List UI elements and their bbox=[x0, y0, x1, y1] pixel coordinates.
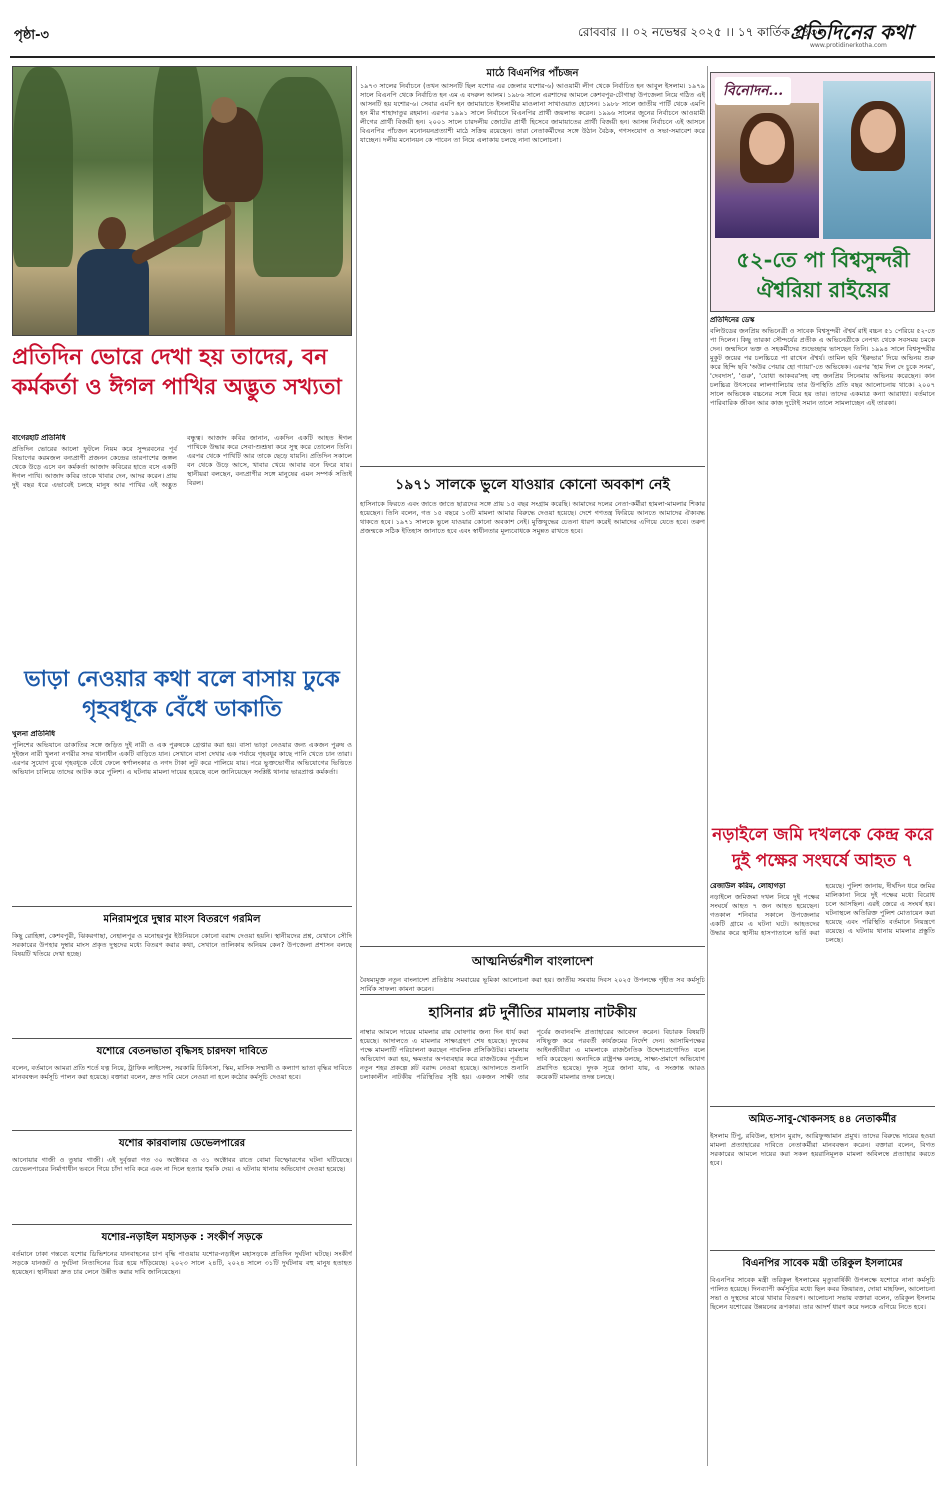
article-text: বলেন, বর্তমানে আমরা প্রতি শর্তে যত্ন নিয়ে, ট্রাফিক লাইসেন্স, সরকারি চিকিৎসা, স্কিম, মাসিক সম্মানী ও কল্যাণ ভাতা বৃদ্ধির দাবিতে মানববন্ধন কর্মসূচি পালন করা হয়েছে। বক্তারা বলেন, দ্রুত দাবি মেনে নেওয়া না হলে কঠোর কর্মসূচি দেওয়া হবে। bbox=[12, 1064, 352, 1081]
story-aishwarya-body bbox=[710, 316, 935, 808]
story-amit bbox=[710, 1110, 935, 1252]
article-text: বলিউডের জনপ্রিয় অভিনেত্রী ও সাবেক বিশ্বসুন্দরী ঐশ্বর্য রাই বচ্চন ৫১ পেরিয়ে ৫২-তে পা দিলেন। কিছু তারকা সৌন্দর্যের প্রতীক এ অভিনেত্রীকে নেপথ্য থেকে সবসময় চমকে দেন। জন্মদিনে ভক্ত ও সহকর্মীদের শুভেচ্ছায় ভাসছেন তিনি। ১৯৯৪ সালে বিশ্বসুন্দরীর মুকুট জয়ের পর চলচ্চিত্রে পা রাখেন ঐশ্বর্য। তামিল ছবি 'ইরুভার' দিয়ে অভিনয় শুরু করে হিন্দি ছবি 'অউর পেয়ার হো গ্যায়া'-তে অভিষেক। এরপর 'হাম দিল দে চুকে সনম', 'দেবদাস', 'গুরু', 'যোধা আকবর'সহ বহু জনপ্রিয় সিনেমায় অভিনয় করেছেন। কান চলচ্চিত্র উৎসবের লালগালিচায় তার উপস্থিতি প্রতি বছর আলোচনায় থাকে। ২০০৭ সালে অভিষেক বচ্চনের সঙ্গে বিয়ে হয় তার। তাদের একমাত্র কন্যা আরাধ্যা। বর্তমানে পারিবারিক জীবন আর কাজ দুটোই সমান তালে সামলাচ্ছেন এই তারকা। bbox=[710, 327, 935, 407]
column-divider bbox=[707, 66, 708, 1466]
byline: প্রতিদিনের ডেস্ক bbox=[710, 316, 755, 324]
page-number: পৃষ্ঠা-৩ bbox=[14, 28, 49, 43]
section-heading[interactable]: যশোরে বেতনভাতা বৃদ্ধিসহ চারদফা দাবিতে bbox=[96, 1046, 268, 1057]
box-karbala bbox=[12, 1134, 352, 1226]
article-text: পুলিশের অভিযানে ডাকাতির সঙ্গে জড়িত দুই নারী ও এক পুরুষকে গ্রেপ্তার করা হয়। বাসা ভাড়া নেওয়ার জন্য একজন পুরুষ ও দুইজন নারী খুলনা নগরীর সদর থানাধীন একটি বাড়িতে যান। সেখানে বাসা দেখার এক পর্যায়ে গৃহবধূর কাছে পানি খেতে চান তারা। এরপর সুযোগ বুঝে গৃহবধূকে বেঁধে ফেলে স্বর্ণালংকার ও নগদ টাকা লুট করে পালিয়ে যায়। পরে ভুক্তভোগীর অভিযোগের ভিত্তিতে অভিযান চালিয়ে তাদের আটক করে পুলিশ। এ ঘটনায় মামলা দায়ের হয়েছে বলে জানিয়েছেন সংশ্লিষ্ট থানার ভারপ্রাপ্ত কর্মকর্তা। bbox=[12, 741, 352, 776]
headline-narail[interactable]: নড়াইলে জমি দখলকে কেন্দ্র করে দুই পক্ষের সংঘর্ষে আহত ৭ bbox=[712, 825, 933, 871]
column-divider bbox=[356, 66, 357, 1466]
eagle-photo bbox=[12, 66, 352, 336]
entertainment-label: বিনোদন... bbox=[715, 77, 791, 105]
byline: বাগেরহাট প্রতিনিধি bbox=[12, 434, 66, 442]
article-text: ইসলাম টিপু, রবিউল, হাসান মুরাদ, আরিফুজ্জামান প্রমুখ। তাদের বিরুদ্ধে দায়ের হওয়া মামলা প্রত্যাহারের দাবিতে নেতাকর্মীরা মানববন্ধন করেন। বক্তারা বলেন, বিগত সরকারের আমলে দায়ের করা সকল হয়রানিমূলক মামলা অবিলম্বে প্রত্যাহার করতে হবে। bbox=[710, 1132, 935, 1167]
forest-officer-figure bbox=[63, 217, 163, 336]
paper-url: www.protidinerkotha.com bbox=[810, 42, 887, 49]
section-heading[interactable]: অমিত-সাবু-খোকনসহ ৪৪ নেতাকর্মীর bbox=[748, 1114, 897, 1125]
section-heading-bnp[interactable]: মাঠে বিএনপির পাঁচজন bbox=[486, 68, 579, 79]
date-line: রোববার ।। ০২ নভেম্বর ২০২৫ ।। ১৭ কার্তিক ১৪৩২ bbox=[578, 25, 825, 39]
article-text: আনোয়ার গাজী ও তুষার গাজী। এই দুর্বৃত্তরা গত ৩০ অক্টোবর ও ৩১ অক্টোবর রাতে বোমা বিস্ফোরণের ঘটনা ঘটিয়েছে। ডেভেলপারের নির্মাণাধীন ভবনে গিয়ে চাঁদা দাবি করে এবং না দিলে হত্যার হুমকি দেয়। এ ঘটনায় থানায় অভিযোগ দেওয়া হয়েছে। bbox=[12, 1156, 352, 1173]
box-salary bbox=[12, 1042, 352, 1134]
story-1971 bbox=[360, 470, 705, 955]
newspaper-page bbox=[10, 10, 935, 1475]
story-hasina bbox=[360, 998, 705, 1473]
article-text: নাম্বার আমলে দায়ের মামলার রায় ঘোষণার জন্য দিন ধার্য করা হয়েছে। আদালতে এ মামলার সাক্ষ্যগ্রহণ শেষ হয়েছে। দুদকের পক্ষে মামলাটি পরিচালনা করছেন পাবলিক প্রসিকিউটর। মামলায় অভিযোগ করা হয়, ক্ষমতার অপব্যবহার করে রাজউকের পূর্বাচল নতুন শহর প্রকল্পে প্লট বরাদ্দ নেওয়া হয়েছে। আদালতে শুনানি চলাকালীন নাটকীয় পরিস্থিতির সৃষ্টি হয়। একজন সাক্ষী তার পূর্বের জবানবন্দি প্রত্যাহারের আবেদন করেন। বিচারক বিষয়টি নথিভুক্ত করে পরবর্তী কার্যক্রমের নির্দেশ দেন। আসামিপক্ষের আইনজীবীরা এ মামলাকে রাজনৈতিক উদ্দেশ্যপ্রণোদিত বলে দাবি করেছেন। অন্যদিকে রাষ্ট্রপক্ষ বলছে, সাক্ষ্য-প্রমাণে অভিযোগ প্রমাণিত হয়েছে। দুদক সূত্রে জানা যায়, এ সংক্রান্ত আরও কয়েকটি মামলার তদন্ত চলছে। bbox=[360, 1028, 705, 1081]
story-bnp-body: ১৯৭৩ সালের নির্বাচনে (তখন আসনটি ছিল যশোর এর জেলার যশোর-৬) আওয়ামী লীগ থেকে নির্বাচিত হন আবুল ইসলাম। ১৯৭৯ সালে বিএনপি থেকে নির্বাচিত হন এম এ বদরুল আলম। ১৯৮৬ সালে এরশাদের আমলে কেশবপুর-চৌগাছা উপজেলা নিয়ে গঠিত এই আসনটি হয় যশোর-৬। সেবার এমপি হন জামায়াতে ইসলামীর মাওলানা সাখাওয়াত হোসেন। ১৯৮৮ সালে জাতীয় পার্টি থেকে এমপি হন মীর শাহাদাতুর রহমান। এরপর ১৯৯১ সালে নির্বাচনে বিএনপির প্রার্থী জয়লাভ করেন। ১৯৯৬ সালের জুনের নির্বাচনে আওয়ামী লীগের প্রার্থী বিজয়ী হন। ২০০১ সালে চারদলীয় জোটের প্রার্থী হিসেবে জামায়াতের প্রার্থী বিজয়ী হন। আসন্ন নির্বাচনে এই আসনে বিএনপির পাঁচজন মনোনয়নপ্রত্যাশী মাঠে সক্রিয় রয়েছেন। তারা নেতাকর্মীদের সঙ্গে উঠান বৈঠক, গণসংযোগ ও সভা-সমাবেশ করে যাচ্ছেন। দলীয় মনোনয়ন কে পাবেন তা নিয়ে এলাকায় চলছে নানা আলোচনা। bbox=[360, 82, 705, 144]
actress-photo bbox=[715, 103, 819, 238]
headline-robbery[interactable]: ভাড়া নেওয়ার কথা বলে বাসায় ঢুকে গৃহবধূকে বেঁধে ডাকাতি bbox=[24, 666, 340, 722]
article-text: বর্তমানে ঢাকা গন্তব্যে যশোর ডিভিশনের যানবাহনের চাপ বৃদ্ধি পাওয়ায় যশোর-নড়াইল মহাসড়কে প্রতিদিন দুর্ঘটনা ঘটছে। সংকীর্ণ সড়কে যানজট ও দুর্ঘটনা নিত্যদিনের চিত্র হয়ে দাঁড়িয়েছে। ২০২৩ সালে ২৪টি, ২০২৪ সালে ৩১টি দুর্ঘটনায় বহু মানুষ হতাহত হয়েছেন। স্থানীয়রা দ্রুত চার লেনে উন্নীত করার দাবি জানিয়েছেন। bbox=[12, 1250, 352, 1276]
eagle-icon bbox=[203, 107, 263, 202]
paper-name: প্রতিদিনের কথা bbox=[790, 20, 913, 44]
section-heading[interactable]: যশোর কারবালায় ডেভেলপারের bbox=[118, 1138, 246, 1149]
box-road bbox=[12, 1228, 352, 1470]
section-heading[interactable]: যশোর-নড়াইল মহাসড়ক : সংকীর্ণ সড়কে bbox=[101, 1232, 263, 1243]
headline-aishwarya[interactable]: ৫২-তে পা বিশ্বসুন্দরী ঐশ্বরিয়া রাইয়ের bbox=[736, 247, 910, 302]
article-text: নড়াইলে জমিজমা দখল নিয়ে দুই পক্ষের সংঘর্ষে আহত ৭ জন আহত হয়েছেন। গতকাল শনিবার সকালে উপজেলার একটি গ্রামে এ ঘটনা ঘটে। আহতদের উদ্ধার করে স্থানীয় হাসপাতালে ভর্তি করা হয়েছে। পুলিশ জানায়, দীর্ঘদিন ধরে জমির মালিকানা নিয়ে দুই পক্ষের মধ্যে বিরোধ চলে আসছিল। এরই জেরে এ সংঘর্ষ হয়। ঘটনাস্থলে অতিরিক্ত পুলিশ মোতায়েন করা হয়েছে এবং পরিস্থিতি বর্তমানে নিয়ন্ত্রণে রয়েছে। এ ঘটনায় থানায় মামলার প্রস্তুতি চলছে। bbox=[710, 882, 935, 944]
story-tariqul bbox=[710, 1254, 935, 1466]
box-meat bbox=[12, 910, 352, 1042]
section-heading[interactable]: আত্মনির্ভরশীল বাংলাদেশ bbox=[471, 954, 594, 968]
story-selfreliant bbox=[360, 950, 705, 998]
article-text: হাসিনাকে ফিরতে এবং জাতে জাতে ছাত্রদের সঙ্গে প্রায় ১৫ বছর সংগ্রাম করেছি। আমাদের দলের নেতা-কর্মীরা হামলা-মামলার শিকার হয়েছেন। তিনি বলেন, গত ১৫ বছরে ১৩টি মামলা আমার বিরুদ্ধে দেওয়া হয়েছে। দেশে গণতন্ত্র ফিরিয়ে আনতে আমাদের ঐক্যবদ্ধ থাকতে হবে। ১৯৭১ সালকে ভুলে যাওয়ার কোনো অবকাশ নেই। মুক্তিযুদ্ধের চেতনা ধারণ করেই আমাদের এগিয়ে যেতে হবে। তরুণ প্রজন্মকে সঠিক ইতিহাস জানাতে হবে এবং স্বাধীনতার মূল্যবোধকে সমুন্নত রাখতে হবে। bbox=[360, 500, 705, 535]
entertainment-box bbox=[710, 72, 935, 312]
headline-eagle[interactable]: প্রতিদিন ভোরে দেখা হয় তাদের, বন কর্মকর্তা ও ঈগল পাখির অদ্ভুত সখ্যতা bbox=[12, 344, 342, 400]
section-heading[interactable]: হাসিনার প্লট দুর্নীতির মামলায় নাটকীয় bbox=[428, 1005, 637, 1021]
masthead bbox=[10, 10, 935, 58]
actress-photo bbox=[823, 81, 931, 239]
byline: রেজাউল করিম, লোহাগড়া bbox=[710, 882, 786, 890]
section-heading[interactable]: বিএনপির সাবেক মন্ত্রী তরিকুল ইসলামের bbox=[742, 1258, 903, 1269]
story-narail-body bbox=[710, 882, 935, 1102]
byline: খুলনা প্রতিনিধি bbox=[12, 730, 56, 738]
article-text: প্রতিদিন ভোরের আলো ফুটলে নিয়ম করে সুন্দরবনের পূর্ব বিভাগের করমজল বন্যপ্রাণী প্রজনন কেন্দ্রের তারপাশের জঙ্গল থেকে উড়ে এসে বন কর্মকর্তা আজাদ কবিরের হাতে বসে একটি ঈগল পাখি। আজাদ কবির তাকে খাবার দেন, আদর করেন। প্রায় দুই বছর ধরে এভাবেই চলছে মানুষ আর পাখির এই অদ্ভুত বন্ধুত্ব। আজাদ কবির জানান, একদিন একটি আহত ঈগল পাখিকে উদ্ধার করে সেবা-শুশ্রূষা করে সুস্থ করে তোলেন তিনি। এরপর থেকে পাখিটি আর তাকে ছেড়ে যায়নি। প্রতিদিন সকালে বন থেকে উড়ে আসে, খাবার খেয়ে আবার বনে ফিরে যায়। স্থানীয়রা বলছেন, বন্যপ্রাণীর সঙ্গে মানুষের এমন সম্পর্ক সত্যিই বিরল। bbox=[12, 434, 352, 489]
article-text: কিছু রোহিঙ্গা, কেশবপুরী, ঝিকরগাছা, নেহালপুর ও মনোহরপুর ইউনিয়নে কোনো বরাদ্দ দেওয়া হয়নি। স্থানীয়দের প্রশ্ন, যেখানে সৌদি সরকারের উপহার দুম্বার মাংস প্রকৃত দুস্থদের মধ্যে বিতরণ করার কথা, সেখানে তালিকায় অনিয়ম কেন? উপজেলা প্রশাসন বলছে বিষয়টি খতিয়ে দেখা হচ্ছে। bbox=[12, 932, 352, 958]
article-text: বৈষম্যমুক্ত নতুন বাংলাদেশ প্রতিষ্ঠায় সমবায়ের ভূমিকা আলোচনা করা হয়। জাতীয় সমবায় দিবস ২০২৫ উপলক্ষে গৃহীত সব কর্মসূচি সার্বিক সাফল্য কামনা করেন। bbox=[360, 976, 705, 993]
story-robbery-body bbox=[12, 730, 352, 900]
story-eagle-body bbox=[12, 434, 352, 659]
article-text: বিএনপির সাবেক মন্ত্রী তরিকুল ইসলামের মৃত্যুবার্ষিকী উপলক্ষে যশোরে নানা কর্মসূচি পালিত হয়েছে। দিনব্যাপী কর্মসূচির মধ্যে ছিল কবর জিয়ারত, দোয়া মাহফিল, আলোচনা সভা ও দুস্থদের মাঝে খাবার বিতরণ। আলোচনা সভায় বক্তারা বলেন, তরিকুল ইসলাম ছিলেন যশোরের উন্নয়নের রূপকার। তার আদর্শ ধারণ করে দলকে এগিয়ে নিতে হবে। bbox=[710, 1276, 935, 1311]
section-heading[interactable]: ১৯৭১ সালকে ভুলে যাওয়ার কোনো অবকাশ নেই bbox=[395, 477, 670, 493]
section-heading[interactable]: মনিরামপুরে দুম্বার মাংস বিতরণে গরমিল bbox=[103, 914, 261, 925]
